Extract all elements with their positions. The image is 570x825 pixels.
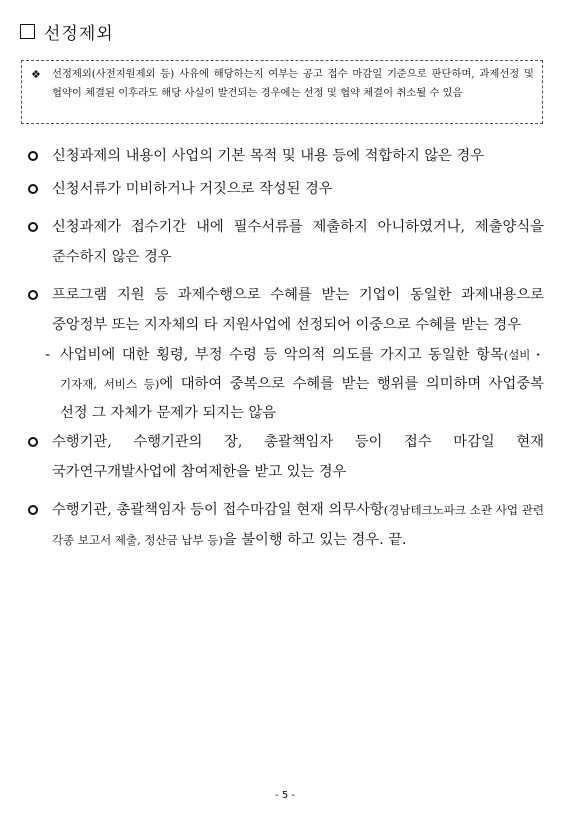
list-item-text: 수행기관, 수행기관의 장, 총괄책임자 등이 접수 마감일 현재 국가연구개발사업에 참여제한을 받고 있는 경우 [52,434,544,480]
dash-bullet-icon: - [45,347,51,363]
list-item-text: 신청과제가 접수기간 내에 필수서류를 제출하지 아니하였거나, 제출양식을 준수하지 않은 경우 [52,219,544,265]
diamond-bullet-icon: ❖ [31,68,41,81]
circle-bullet-icon [28,437,38,447]
circle-bullet-icon [28,222,38,232]
list-item [28,142,544,172]
circle-bullet-icon [28,184,38,194]
list-item-text-start: 수행기관, 총괄책임자 등이 접수마감일 현재 의무사항 [52,502,384,518]
page-number: - 5 - [275,790,295,801]
list-item [28,175,544,205]
sub-item-parenthetical: (설비・기자재, 서비스 등) [60,348,544,391]
list-item [28,213,544,272]
sub-list-item [28,341,544,428]
list-item [28,428,544,487]
list-item-parenthetical: (경남테크노파크 소관 사업 관련 각종 보고서 제출, 정산금 납부 등) [52,503,544,547]
sub-item-text-start: 사업비에 대한 횡령, 부정 수령 등 악의적 의도를 가지고 동일한 항목 [60,347,504,363]
notice-text: 선정제외(사전지원제외 등) 사유에 해당하는지 여부는 공고 접수 마감일 기준으로 판단하며, 과제선정 및 협약이 체결된 이후라도 해당 사실이 발견되는 경우에는 선정 및 협약 체결이 취소될 수 있음 [52,68,534,99]
sub-item-text-end: 에 대하여 중복으로 수혜를 받는 행위를 의미하며 사업중복 선정 그 자체가 문제가 되지는 않음 [60,376,544,421]
section-heading [20,20,114,42]
notice-box [21,60,543,124]
list-item-text: 신청서류가 미비하거나 거짓으로 작성된 경우 [52,180,333,197]
list-item-text-end: 을 불이행 하고 있는 경우. 끝. [222,531,407,548]
square-checkbox-icon [20,24,35,39]
list-item [28,496,544,555]
list-item-text: 신청과제의 내용이 사업의 기본 목적 및 내용 등에 적합하지 않은 경우 [52,148,485,164]
circle-bullet-icon [28,505,38,515]
section-title: 선정제외 [44,23,114,44]
circle-bullet-icon [28,151,38,161]
list-item-text: 프로그램 지원 등 과제수행으로 수혜를 받는 기업이 동일한 과제내용으로 중앙정부 또는 지자체의 타 지원사업에 선정되어 이중으로 수혜를 받는 경우 [52,287,544,333]
circle-bullet-icon [28,290,38,300]
exclusion-list [28,142,544,555]
list-item [28,281,544,340]
